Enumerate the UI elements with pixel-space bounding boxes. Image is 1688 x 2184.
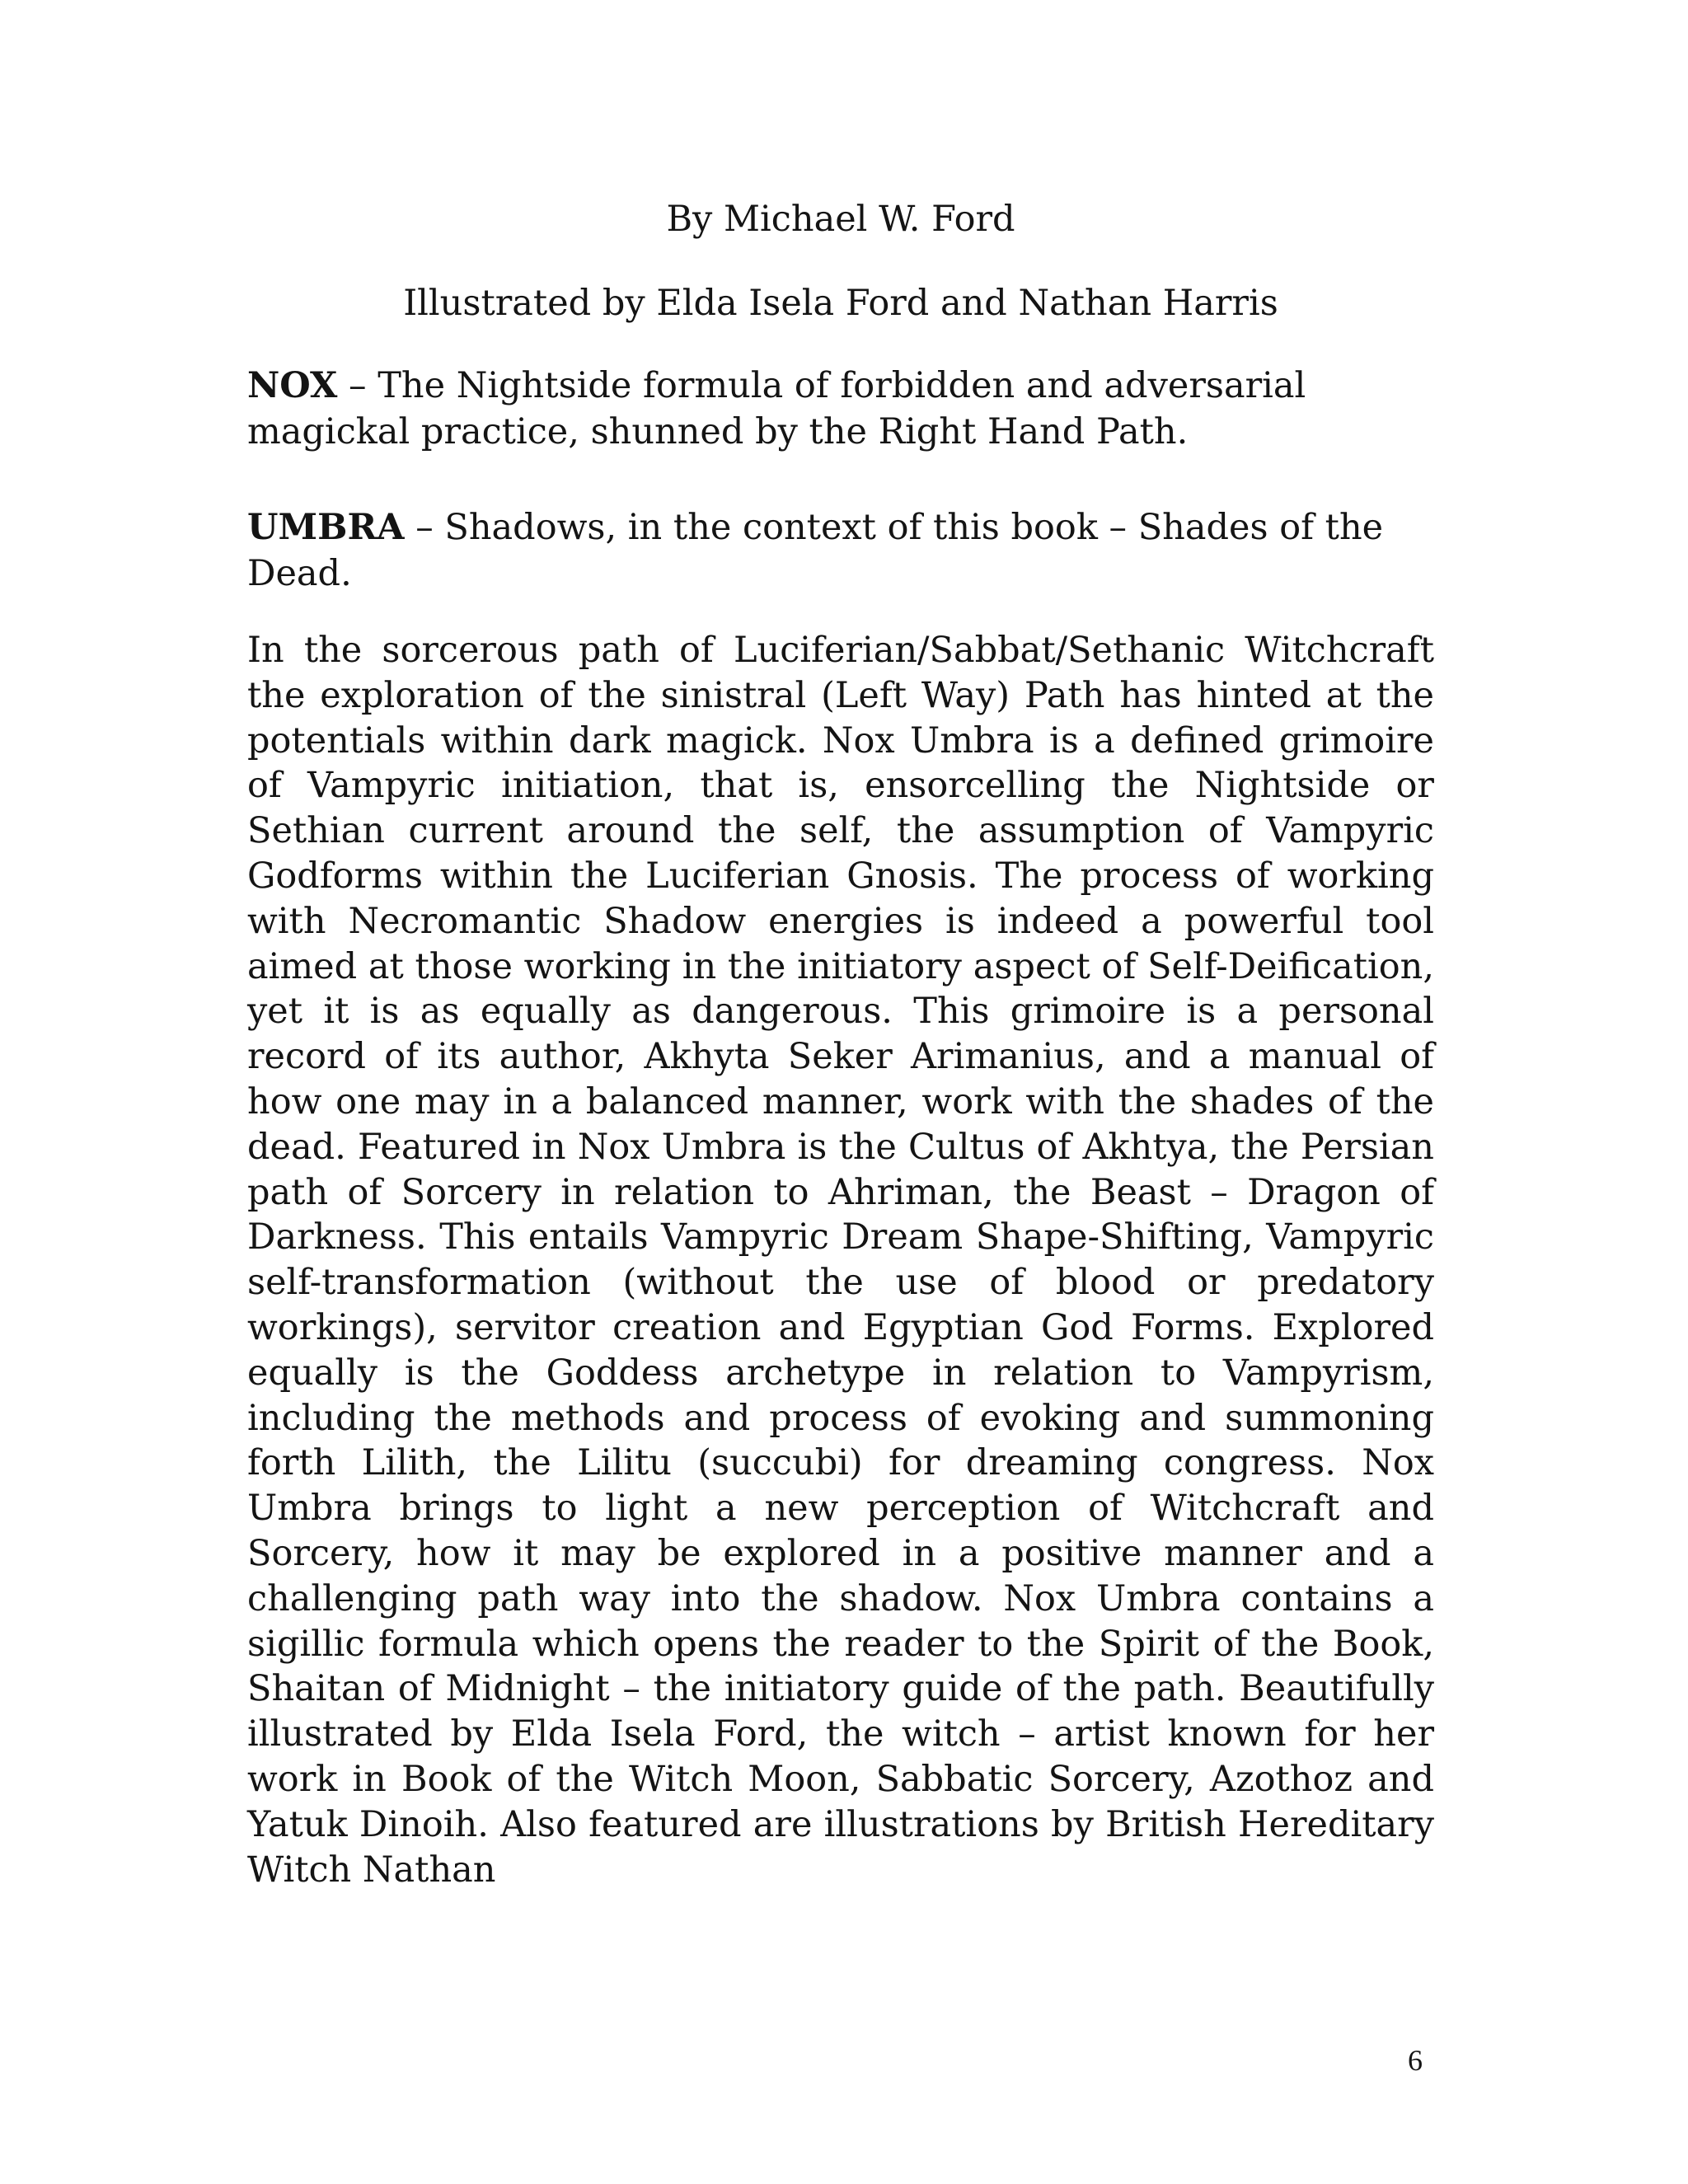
body-paragraph: In the sorcerous path of Luciferian/Sabbat/Sethanic Witchcraft the exploration of the sinistral (Left Way) Path has hinted at the potentials within dark magick. Nox Umbra is a defined grimoire of Vampyric initiation, that is, ensorcelling the Nightside or Sethian current around the self, the assumption of Vampyric Godforms within the Luciferian Gnosis. The process of working with Necromantic Shadow energies is indeed a powerful tool aimed at those working in the initiatory aspect of Self-Deification, yet it is as equally as dangerous. This grimoire is a personal record of its author, Akhyta Seker Arimanius, and a manual of how one may in a balanced manner, work with the shades of the dead. Featured in Nox Umbra is the Cultus of Akhtya, the Persian path of Sorcery in relation to Ahriman, the Beast – Dragon of Darkness. This entails Vampyric Dream Shape-Shifting, Vampyric self-transformation (without the use of blood or predatory workings), servitor creation and Egyptian God Forms. Explored equally is the Goddess archetype in relation to Vampyrism, including the methods and process of evoking and summoning forth Lilith, the Lilitu (succubi) for dreaming congress. Nox Umbra brings to light a new perception of Witchcraft and Sorcery, how it may be explored in a positive manner and a challenging path way into the shadow. Nox Umbra contains a sigillic formula which opens the reader to the Spirit of the Book, Shaitan of Midnight – the initiatory guide of the path. Beautifully illustrated by Elda Isela Ford, the witch – artist known for her work in Book of the Witch Moon, Sabbatic Sorcery, Azothoz and Yatuk Dinoih. Also featured are illustrations by British Hereditary Witch Nathan (247, 630, 1434, 1891)
definition-text: – The Nightside formula of forbidden and adversarial magickal practice, shunned by the Right Hand Path. (247, 365, 1306, 452)
definition-text: – Shadows, in the context of this book – Shades of the Dead. (247, 507, 1384, 594)
page-number: 6 (1408, 2044, 1423, 2077)
definition-nox (247, 363, 1434, 455)
illustrator-credit: Illustrated by Elda Isela Ford and Nathan Harris (403, 283, 1278, 324)
definition-term: NOX (247, 365, 338, 406)
definition-term: UMBRA (247, 507, 405, 548)
definition-umbra (247, 504, 1434, 597)
author-byline: By Michael W. Ford (666, 199, 1015, 240)
